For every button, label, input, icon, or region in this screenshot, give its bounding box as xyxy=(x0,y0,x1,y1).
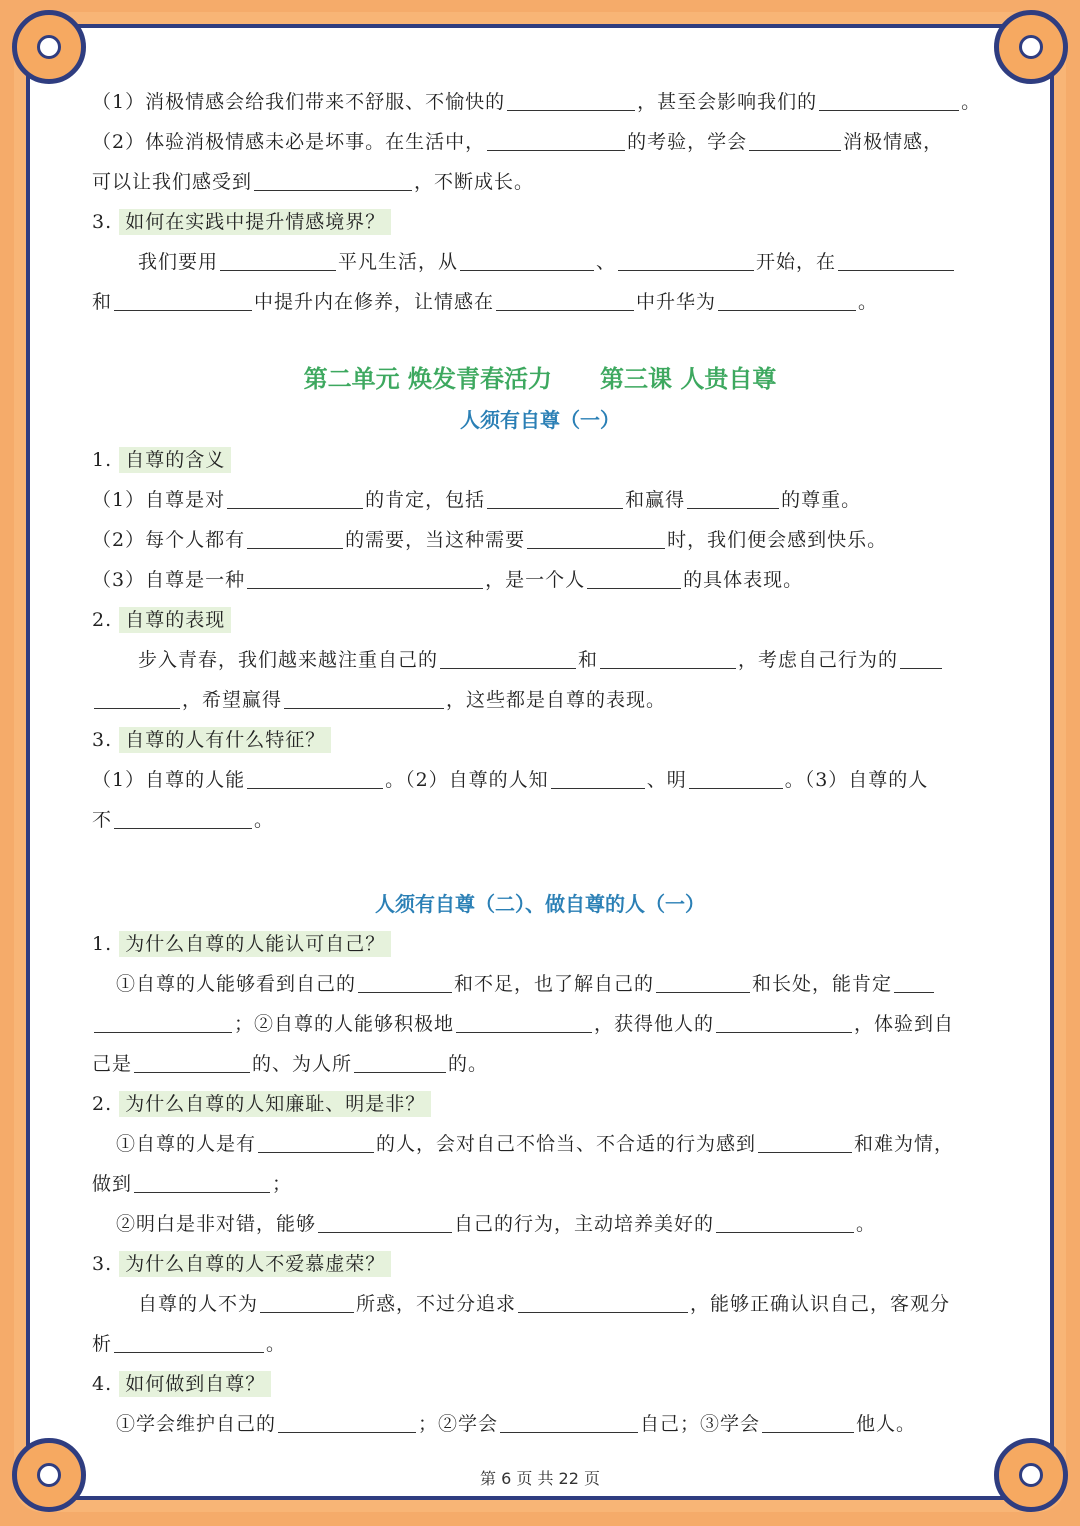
fill-blank[interactable] xyxy=(460,246,594,271)
fill-blank[interactable] xyxy=(687,484,779,509)
fill-blank[interactable] xyxy=(900,644,942,669)
text-line: ②明白是非对错，能够 自己的行为，主动培养美好的 。 xyxy=(92,1204,988,1244)
fill-blank[interactable] xyxy=(247,524,343,549)
text-line: 做到 ； xyxy=(92,1164,988,1204)
fill-blank[interactable] xyxy=(318,1208,452,1233)
text-line: 不 。 xyxy=(92,800,988,840)
fill-blank[interactable] xyxy=(618,246,754,271)
question-heading: 3. 如何在实践中提升情感境界？ xyxy=(92,202,988,242)
lesson-title: 第三课 人贵自尊 xyxy=(600,365,777,393)
fill-blank[interactable] xyxy=(518,1288,688,1313)
fill-blank[interactable] xyxy=(689,764,783,789)
fill-blank[interactable] xyxy=(134,1048,250,1073)
fill-blank[interactable] xyxy=(247,764,383,789)
fill-blank[interactable] xyxy=(456,1008,592,1033)
corner-ornament-icon xyxy=(994,10,1068,84)
fill-blank[interactable] xyxy=(254,166,412,191)
fill-blank[interactable] xyxy=(587,564,681,589)
text-line: （1）消极情感会给我们带来不舒服、不愉快的 ，甚至会影响我们的 。 xyxy=(92,82,988,122)
fill-blank[interactable] xyxy=(600,644,736,669)
fill-blank[interactable] xyxy=(227,484,363,509)
question-title: 自尊的人有什么特征？ xyxy=(119,727,331,753)
text-line: ①自尊的人能够看到自己的 和不足，也了解自己的 和长处，能肯定 xyxy=(92,964,988,1004)
question-title: 自尊的含义 xyxy=(119,447,231,473)
fill-blank[interactable] xyxy=(487,484,623,509)
fill-blank[interactable] xyxy=(500,1408,638,1433)
fill-blank[interactable] xyxy=(838,246,954,271)
fill-blank[interactable] xyxy=(220,246,336,271)
question-title: 如何在实践中提升情感境界？ xyxy=(119,209,391,235)
unit-title: 第二单元 焕发青春活力 第三课 人贵自尊 xyxy=(303,365,777,393)
text-line: ①学会维护自己的 ；②学会 自己；③学会 他人。 xyxy=(92,1404,988,1444)
fill-blank[interactable] xyxy=(94,1008,232,1033)
fill-blank[interactable] xyxy=(762,1408,854,1433)
fill-blank[interactable] xyxy=(716,1208,854,1233)
question-heading: 3. 为什么自尊的人不爱慕虚荣？ xyxy=(92,1244,988,1284)
text-line: ①自尊的人是有 的人，会对自己不恰当、不合适的行为感到 和难为情， xyxy=(92,1124,988,1164)
fill-blank[interactable] xyxy=(656,968,750,993)
fill-blank[interactable] xyxy=(487,126,625,151)
question-title: 如何做到自尊？ xyxy=(119,1371,271,1397)
question-heading: 2. 自尊的表现 xyxy=(92,600,988,640)
question-heading: 2. 为什么自尊的人知廉耻、明是非？ xyxy=(92,1084,988,1124)
question-heading: 4. 如何做到自尊？ xyxy=(92,1364,988,1404)
question-heading: 3. 自尊的人有什么特征？ xyxy=(92,720,988,760)
text-line: 和 中提升内在修养，让情感在 中升华为 。 xyxy=(92,282,988,322)
question-title: 为什么自尊的人能认可自己？ xyxy=(119,931,391,957)
question-heading: 1. 自尊的含义 xyxy=(92,440,988,480)
fill-blank[interactable] xyxy=(718,286,856,311)
fill-blank[interactable] xyxy=(114,286,252,311)
fill-blank[interactable] xyxy=(440,644,576,669)
fill-blank[interactable] xyxy=(507,86,635,111)
text-line: 可以让我们感受到 ，不断成长。 xyxy=(92,162,988,202)
text-line: 析 。 xyxy=(92,1324,988,1364)
fill-blank[interactable] xyxy=(247,564,483,589)
fill-blank[interactable] xyxy=(278,1408,416,1433)
text-line: （1）自尊是对 的肯定，包括 和赢得 的尊重。 xyxy=(92,480,988,520)
fill-blank[interactable] xyxy=(527,524,665,549)
section-title: 人须有自尊（二）、做自尊的人（一） xyxy=(375,892,705,916)
fill-blank[interactable] xyxy=(551,764,645,789)
text-line: 己是 的、为人所 的。 xyxy=(92,1044,988,1084)
text-line: （2）体验消极情感未必是坏事。在生活中， 的考验，学会 消极情感， xyxy=(92,122,988,162)
fill-blank[interactable] xyxy=(114,804,252,829)
fill-blank[interactable] xyxy=(894,968,934,993)
question-heading: 1. 为什么自尊的人能认可自己？ xyxy=(92,924,988,964)
worksheet-content xyxy=(92,82,988,1444)
text-line: （3）自尊是一种 ，是一个人 的具体表现。 xyxy=(92,560,988,600)
question-title: 为什么自尊的人不爱慕虚荣？ xyxy=(119,1251,391,1277)
text-line: 步入青春，我们越来越注重自己的 和 ，考虑自己行为的 xyxy=(92,640,988,680)
section-title: 人须有自尊（一） xyxy=(460,408,620,432)
corner-ornament-icon xyxy=(12,10,86,84)
fill-blank[interactable] xyxy=(358,968,452,993)
text-line: （2）每个人都有 的需要，当这种需要 时，我们便会感到快乐。 xyxy=(92,520,988,560)
question-title: 为什么自尊的人知廉耻、明是非？ xyxy=(119,1091,431,1117)
text-line: ；②自尊的人能够积极地 ，获得他人的 ，体验到自 xyxy=(92,1004,988,1044)
fill-blank[interactable] xyxy=(758,1128,852,1153)
fill-blank[interactable] xyxy=(354,1048,446,1073)
fill-blank[interactable] xyxy=(284,684,444,709)
text-line: ，希望赢得 ，这些都是自尊的表现。 xyxy=(92,680,988,720)
fill-blank[interactable] xyxy=(258,1128,374,1153)
text-line: （1）自尊的人能 。（2）自尊的人知 、明 。（3）自尊的人 xyxy=(92,760,988,800)
question-title: 自尊的表现 xyxy=(119,607,231,633)
text-line: 我们要用 平凡生活，从 、 开始，在 xyxy=(92,242,988,282)
page-number: 第 6 页 共 22 页 xyxy=(480,1469,600,1488)
fill-blank[interactable] xyxy=(819,86,959,111)
fill-blank[interactable] xyxy=(94,684,180,709)
fill-blank[interactable] xyxy=(716,1008,852,1033)
fill-blank[interactable] xyxy=(134,1168,270,1193)
text-line: 自尊的人不为 所惑，不过分追求 ，能够正确认识自己，客观分 xyxy=(92,1284,988,1324)
fill-blank[interactable] xyxy=(260,1288,354,1313)
fill-blank[interactable] xyxy=(496,286,634,311)
fill-blank[interactable] xyxy=(114,1328,264,1353)
fill-blank[interactable] xyxy=(749,126,841,151)
